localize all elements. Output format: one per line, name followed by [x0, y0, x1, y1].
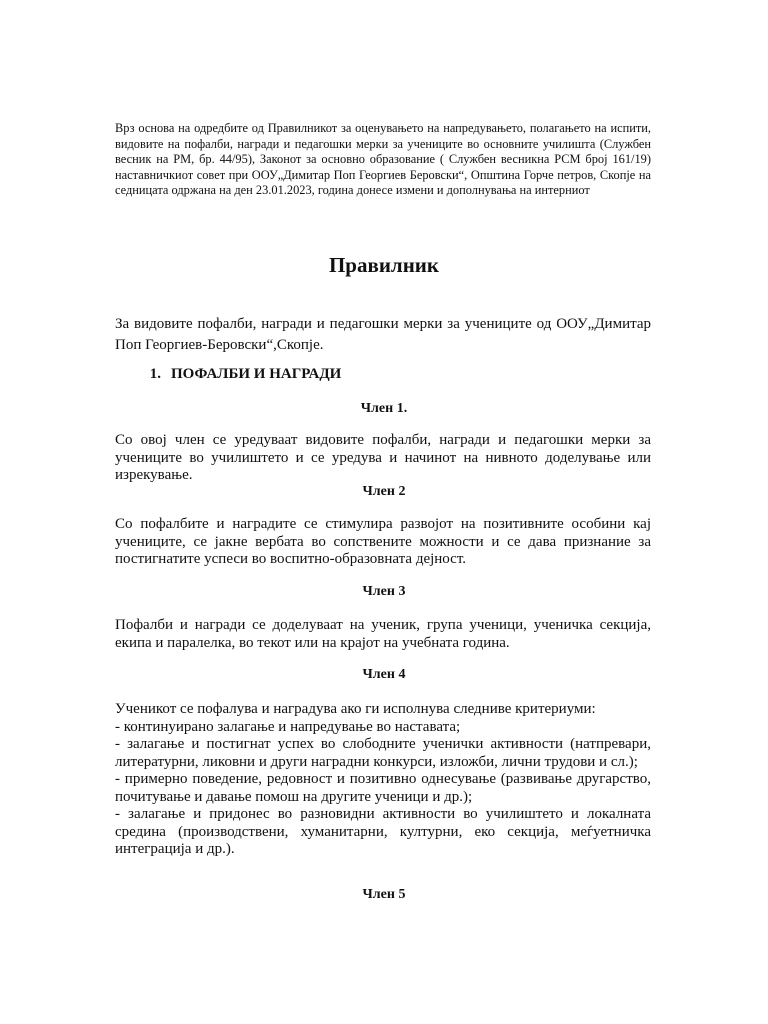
criteria-item: - залагање и придонес во разновидни активности во училиштето и локалната средина (производствени, хуманитарни, културни, еко секција, меѓуетничка интеграција и др.). [115, 806, 651, 857]
article-1-title: Член 1. [360, 401, 408, 416]
criteria-intro-line: Ученикот се пофалува и наградува ако ги исполнува следниве критериуми: [115, 701, 596, 717]
intro-text: За видовите пофалби, награди и педагошки мерки за учениците од ООУ„Димитар Поп Георгиев-Беровски“,Скопје. [115, 316, 651, 353]
section-number: 1. [149, 366, 161, 382]
article-4-title: Член 4 [362, 667, 406, 682]
section-title: ПОФАЛБИ И НАГРАДИ [171, 366, 342, 382]
criteria-item: - континуирано залагање и напредување во наставата; [115, 718, 461, 735]
criteria-item: - примерно поведение, редовност и позитивно однесување (развивање другарство, почитување и давање помош на другите ученици и др.); [115, 771, 651, 805]
document-title: Правилник [328, 253, 440, 277]
section-heading [115, 364, 651, 385]
preamble-text: Врз основа на одредбите од Правилникот за оценувањето на напредувањето, полагањето на испити, видовите на пофалби, награди и педагошки мерки за учениците во основните училишта (Службен весник на РМ, бр. 44/95), Законот за основно образование ( Службен весникна РСМ број 161/19) наставничкиот совет при ООУ„Димитар Поп Георгиев Беровски“, Општина Горче петров, Скопје на седницата одржана на ден 23.01.2023, година донесе измени и дополнувања на интерниот [115, 121, 651, 198]
criteria-item: - залагање и постигнат успех во слободните ученички активности (натпревари, литературни, ликовни и други наградни конкурси, изложби, лични трудови и сл.); [115, 736, 651, 770]
article-1-text: Со овој член се уредуваат видовите пофалби, награди и педагошки мерки за учениците во училиштето и се уредува и начинот на нивното доделување или изрекување. [115, 432, 651, 483]
article-3-title: Член 3 [362, 584, 406, 599]
article-3-text: Пофалби и награди се доделуваат на ученик, група ученици, ученичка секција, екипа и паралелка, во текот или на крајот на учебната година. [115, 617, 651, 651]
article-5-title: Член 5 [362, 887, 406, 902]
article-4-body [115, 701, 651, 859]
article-2-text: Со пофалбите и наградите се стимулира развојот на позитивните особини кај учениците, се јакне вербата во сопствените можности и се дава признание за постигнатите успеси во воспитно-образовната дејност. [115, 516, 651, 567]
article-2-title: Член 2 [362, 484, 406, 499]
